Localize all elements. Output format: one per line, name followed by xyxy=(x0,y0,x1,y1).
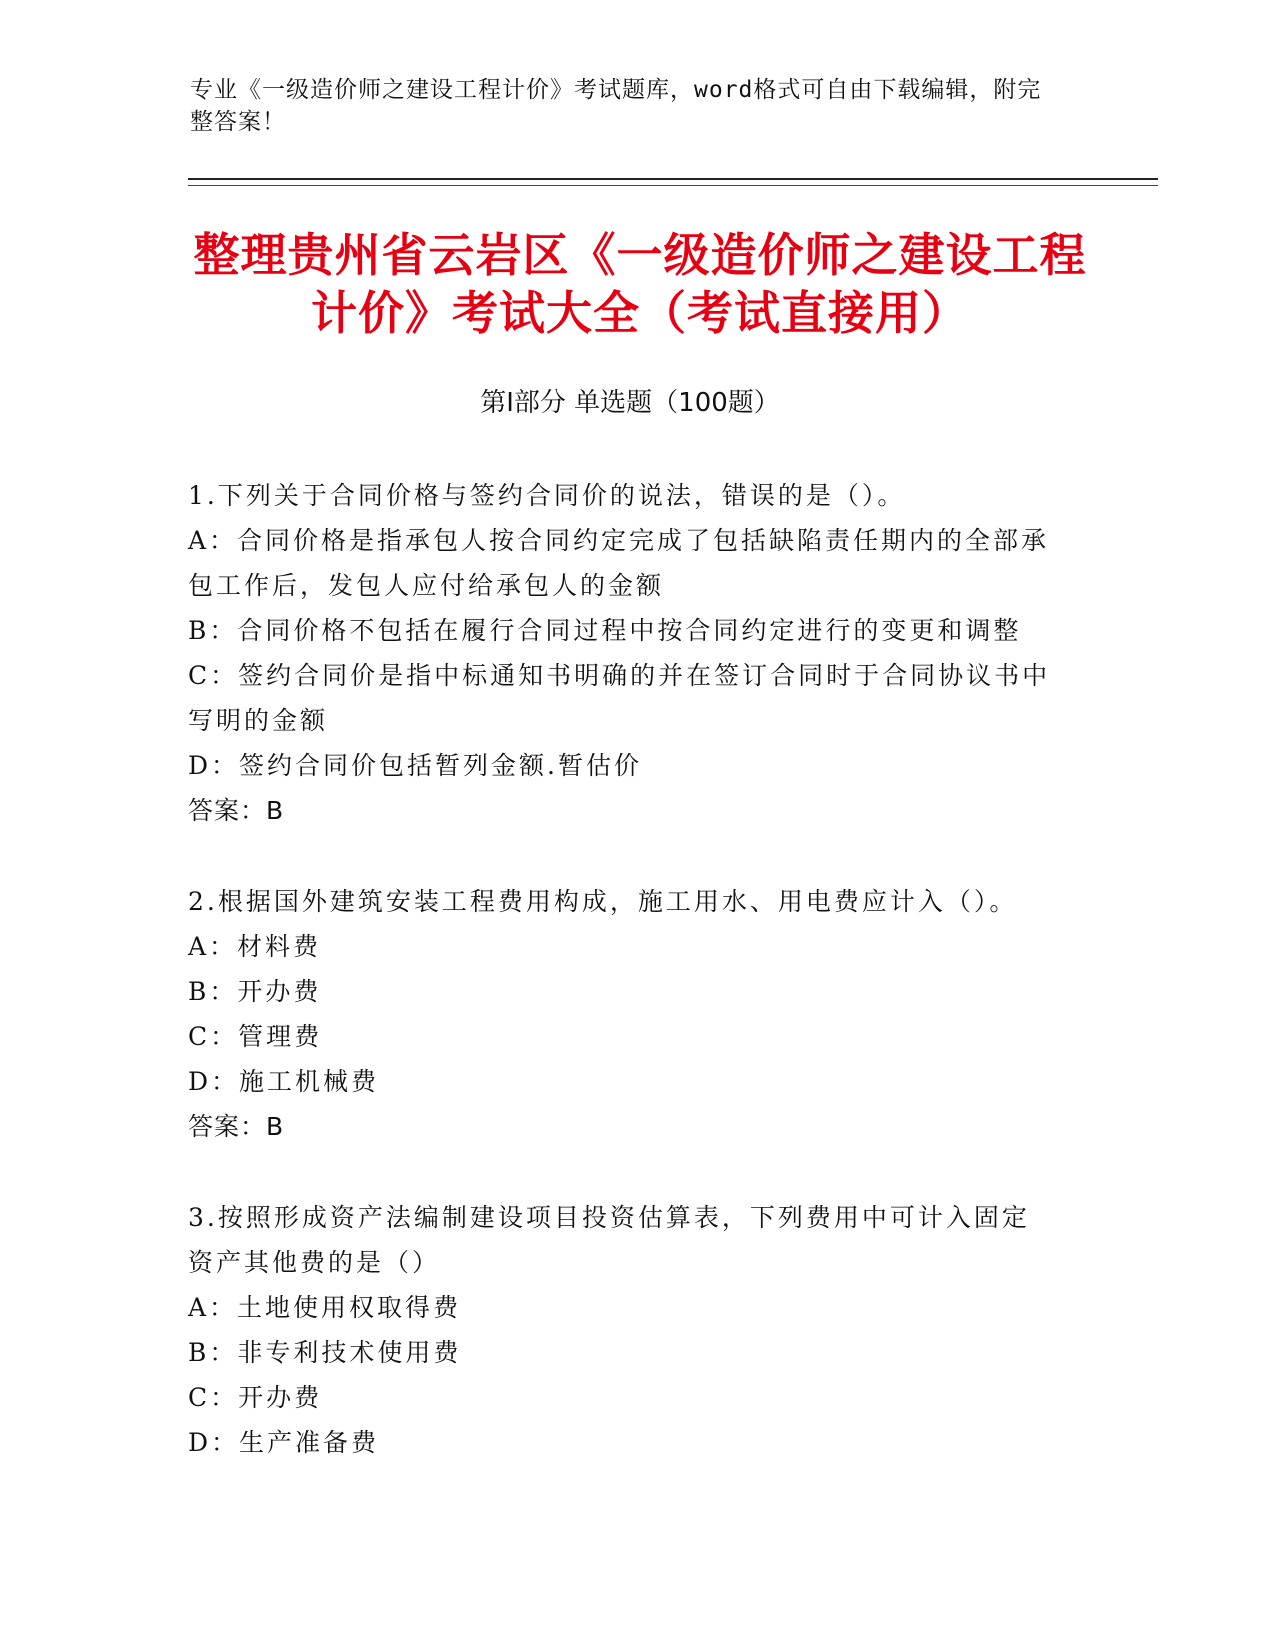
header-divider-thin xyxy=(188,185,1158,186)
question-stem: 1.下列关于合同价格与签约合同价的说法，错误的是（）。 xyxy=(188,481,906,510)
answer-key: 答案：B xyxy=(188,796,285,825)
answer-option: A：材料费 xyxy=(188,932,322,961)
answer-option: D：施工机械费 xyxy=(188,1067,380,1096)
question-item xyxy=(188,1195,1088,1465)
header-note-line-2: 整答案！ xyxy=(190,109,286,135)
document-title xyxy=(190,226,1090,342)
answer-option: D：签约合同价包括暂列金额.暂估价 xyxy=(188,751,642,780)
question-stem: 2.根据国外建筑安装工程费用构成，施工用水、用电费应计入（）。 xyxy=(188,887,1018,916)
answer-option: 包工作后，发包人应付给承包人的金额 xyxy=(188,571,665,600)
header-note xyxy=(190,74,1070,138)
question-stem: 3.按照形成资产法编制建设项目投资估算表，下列费用中可计入固定 xyxy=(188,1203,1030,1232)
question-list xyxy=(188,473,1088,1511)
answer-option: C：开办费 xyxy=(188,1383,323,1412)
answer-option: C：管理费 xyxy=(188,1022,323,1051)
document-title-line-2: 计价》考试大全（考试直接用） xyxy=(311,286,969,340)
answer-option: A：合同价格是指承包人按合同约定完成了包括缺陷责任期内的全部承 xyxy=(188,526,1050,555)
answer-key: 答案：B xyxy=(188,1112,285,1141)
answer-option: A：土地使用权取得费 xyxy=(188,1293,462,1322)
header-divider-thick xyxy=(188,178,1158,180)
question-item xyxy=(188,879,1088,1149)
answer-option: 写明的金额 xyxy=(188,706,329,735)
header-note-line-1: 专业《一级造价师之建设工程计价》考试题库，word格式可自由下载编辑，附完 xyxy=(190,77,1042,103)
answer-option: C：签约合同价是指中标通知书明确的并在签订合同时于合同协议书中 xyxy=(188,661,1051,690)
document-title-line-1: 整理贵州省云岩区《一级造价师之建设工程 xyxy=(193,228,1087,282)
answer-option: B：非专利技术使用费 xyxy=(188,1338,462,1367)
answer-option: D：生产准备费 xyxy=(188,1428,380,1457)
answer-option: B：开办费 xyxy=(188,977,322,1006)
section-heading: 第Ⅰ部分 单选题（100题） xyxy=(480,388,780,418)
question-stem: 资产其他费的是（） xyxy=(188,1248,441,1277)
question-item xyxy=(188,473,1088,833)
answer-option: B：合同价格不包括在履行合同过程中按合同约定进行的变更和调整 xyxy=(188,616,1022,645)
